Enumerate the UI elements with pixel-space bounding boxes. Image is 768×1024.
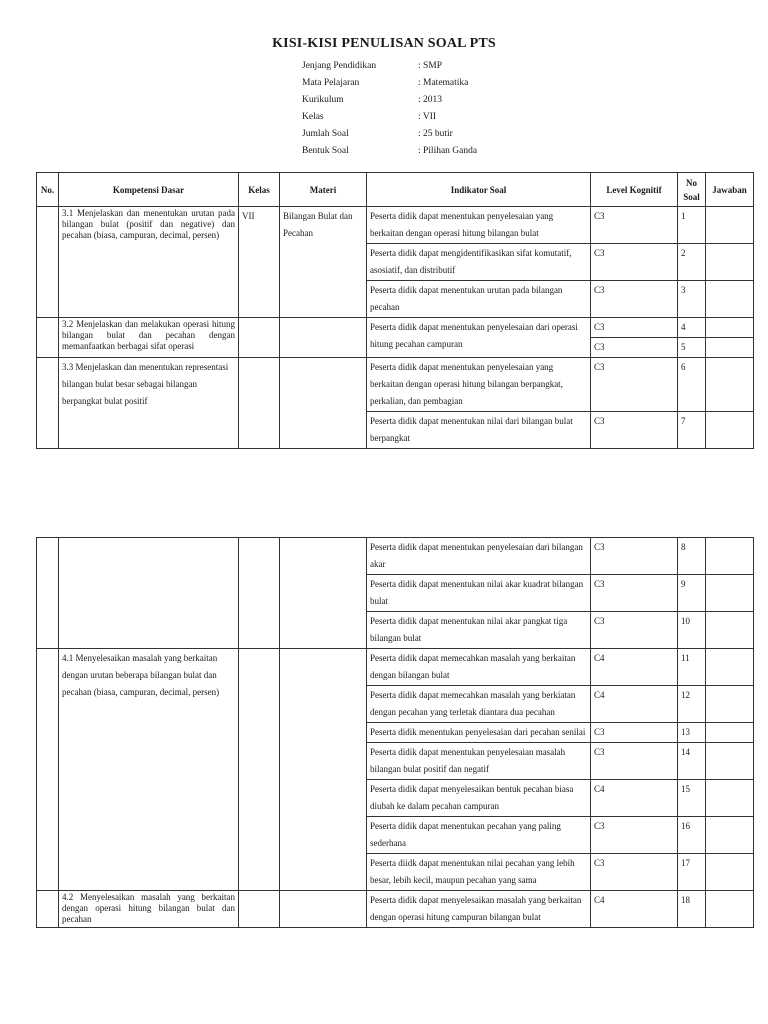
meta-label: Kelas	[302, 112, 324, 122]
cell-jawaban	[706, 318, 754, 338]
cell-no-soal: 4	[678, 318, 706, 338]
cell-no-soal: 1	[678, 207, 706, 244]
cell-indikator: Peserta didik dapat menentukan penyelesaian yang berkaitan dengan operasi hitung bilangan berpangkat, perkalian, dan pembagian	[367, 358, 591, 412]
table-row	[37, 649, 754, 686]
cell-indikator: Peserta didik dapat menentukan penyelesaian dari operasi hitung pecahan campuran	[367, 318, 591, 358]
cell-kompetensi-dasar: 3.3 Menjelaskan dan menentukan representasi bilangan bulat besar sebagai bilangan berpangkat bulat positif	[59, 358, 239, 449]
header-materi: Materi	[280, 173, 367, 207]
cell-no-soal: 5	[678, 338, 706, 358]
document-meta	[302, 58, 578, 160]
meta-label: Jumlah Soal	[302, 129, 349, 139]
cell-jawaban	[706, 854, 754, 891]
table-row	[37, 538, 754, 575]
cell-kelas	[239, 891, 280, 928]
cell-level: C3	[591, 575, 678, 612]
header-no-soal-line2: Soal	[683, 191, 700, 202]
cell-level: C3	[591, 723, 678, 743]
cell-materi	[280, 891, 367, 928]
cell-jawaban	[706, 281, 754, 318]
cell-indikator: Peserta didik dapat menentukan penyelesaian yang berkaitan dengan operasi hitung bilangan bulat	[367, 207, 591, 244]
cell-no-soal: 16	[678, 817, 706, 854]
cell-level: C3	[591, 412, 678, 449]
cell-materi	[280, 358, 367, 449]
cell-materi: Bilangan Bulat dan Pecahan	[280, 207, 367, 318]
cell-level: C3	[591, 612, 678, 649]
cell-jawaban	[706, 743, 754, 780]
cell-kompetensi-dasar: 4.2 Menyelesaikan masalah yang berkaitan dengan operasi hitung bilangan bulat dan pecahan	[59, 891, 239, 928]
cell-no	[37, 358, 59, 449]
cell-jawaban	[706, 891, 754, 928]
header-level-kognitif: Level Kognitif	[591, 173, 678, 207]
cell-kompetensi-dasar: 3.2 Menjelaskan dan melakukan operasi hitung bilangan bulat dan pecahan dengan memanfaatkan berbagai sifat operasi	[59, 318, 239, 358]
cell-kelas	[239, 649, 280, 891]
cell-no	[37, 538, 59, 649]
meta-label: Jenjang Pendidikan	[302, 61, 377, 71]
kisi-kisi-table-page-1	[36, 172, 754, 449]
cell-jawaban	[706, 817, 754, 854]
cell-no-soal: 8	[678, 538, 706, 575]
header-jawaban: Jawaban	[706, 173, 754, 207]
cell-jawaban	[706, 412, 754, 449]
cell-no-soal: 15	[678, 780, 706, 817]
header-no: No.	[37, 173, 59, 207]
cell-indikator: Peserta didik dapat menentukan urutan pada bilangan pecahan	[367, 281, 591, 318]
meta-value: : 2013	[418, 95, 443, 105]
meta-row	[302, 58, 578, 75]
cell-indikator: Peserta didik dapat menentukan nilai dari bilangan bulat berpangkat	[367, 412, 591, 449]
cell-indikator: Peserta didik dapat menentukan pecahan yang paling sederhana	[367, 817, 591, 854]
table-row	[37, 891, 754, 928]
cell-kelas	[239, 358, 280, 449]
cell-no-soal: 6	[678, 358, 706, 412]
meta-value: : VII	[418, 112, 437, 122]
cell-jawaban	[706, 358, 754, 412]
cell-kelas	[239, 538, 280, 649]
cell-jawaban	[706, 649, 754, 686]
meta-value: : Pilihan Ganda	[418, 146, 478, 156]
cell-no	[37, 207, 59, 318]
cell-no-soal: 17	[678, 854, 706, 891]
cell-level: C4	[591, 649, 678, 686]
cell-no-soal: 13	[678, 723, 706, 743]
cell-jawaban	[706, 338, 754, 358]
cell-jawaban	[706, 723, 754, 743]
cell-no-soal: 7	[678, 412, 706, 449]
cell-level: C3	[591, 318, 678, 338]
meta-row	[302, 126, 578, 143]
cell-kelas: VII	[239, 207, 280, 318]
cell-indikator: Peserta didik dapat menentukan nilai akar pangkat tiga bilangan bulat	[367, 612, 591, 649]
cell-no	[37, 891, 59, 928]
cell-level: C4	[591, 891, 678, 928]
cell-no-soal: 12	[678, 686, 706, 723]
table-row	[37, 207, 754, 244]
cell-kompetensi-dasar: 3.1 Menjelaskan dan menentukan urutan pada bilangan bulat (positif dan negative) dan pecahan (biasa, campuran, decimal, persen)	[59, 207, 239, 318]
cell-no-soal: 2	[678, 244, 706, 281]
cell-level: C3	[591, 743, 678, 780]
cell-jawaban	[706, 575, 754, 612]
header-indikator-soal: Indikator Soal	[367, 173, 591, 207]
table-row	[37, 358, 754, 412]
meta-label: Bentuk Soal	[302, 146, 349, 156]
kisi-kisi-table-page-2	[36, 537, 754, 928]
cell-no-soal: 9	[678, 575, 706, 612]
cell-jawaban	[706, 780, 754, 817]
cell-kelas	[239, 318, 280, 358]
cell-no	[37, 649, 59, 891]
header-no-soal	[678, 173, 706, 207]
cell-level: C4	[591, 686, 678, 723]
cell-jawaban	[706, 244, 754, 281]
cell-indikator: Peserta didik dapat mengidentifikasikan sifat komutatif, asosiatif, dan distributif	[367, 244, 591, 281]
meta-label: Mata Pelajaran	[302, 78, 360, 88]
meta-value: : 25 butir	[418, 129, 453, 139]
cell-level: C3	[591, 338, 678, 358]
meta-row	[302, 75, 578, 92]
cell-indikator: Peserta didik dapat memecahkan masalah yang berkaitan dengan bilangan bulat	[367, 649, 591, 686]
cell-level: C3	[591, 538, 678, 575]
meta-value: : Matematika	[418, 78, 469, 88]
cell-no-soal: 10	[678, 612, 706, 649]
cell-no-soal: 14	[678, 743, 706, 780]
cell-level: C3	[591, 207, 678, 244]
cell-kompetensi-dasar	[59, 538, 239, 649]
meta-value: : SMP	[418, 61, 443, 71]
cell-level: C4	[591, 780, 678, 817]
cell-level: C3	[591, 817, 678, 854]
cell-indikator: Peserta didik dapat menyelesaikan bentuk pecahan biasa diubah ke dalam pecahan campuran	[367, 780, 591, 817]
meta-row	[302, 92, 578, 109]
header-kompetensi-dasar: Kompetensi Dasar	[59, 173, 239, 207]
cell-jawaban	[706, 612, 754, 649]
cell-no-soal: 18	[678, 891, 706, 928]
cell-materi	[280, 538, 367, 649]
page-title: KISI-KISI PENULISAN SOAL PTS	[272, 36, 496, 51]
cell-indikator: Peserta didik menentukan penyelesaian dari pecahan senilai	[367, 723, 591, 743]
cell-jawaban	[706, 207, 754, 244]
cell-jawaban	[706, 686, 754, 723]
cell-indikator: Peserta didik dapat menentukan nilai akar kuadrat bilangan bulat	[367, 575, 591, 612]
header-kelas: Kelas	[239, 173, 280, 207]
cell-jawaban	[706, 538, 754, 575]
cell-no	[37, 318, 59, 358]
cell-indikator: Peserta didik dapat menentukan penyelesaian masalah bilangan bulat positif dan negatif	[367, 743, 591, 780]
cell-indikator: Peserta didik dapat menentukan penyelesaian dari bilangan akar	[367, 538, 591, 575]
cell-indikator: Peserta didik dapat menyelesaikan masalah yang berkaitan dengan operasi hitung campuran bilangan bulat	[367, 891, 591, 928]
meta-row	[302, 109, 578, 126]
cell-level: C3	[591, 854, 678, 891]
cell-level: C3	[591, 281, 678, 318]
cell-no-soal: 11	[678, 649, 706, 686]
header-no-soal-line1: No	[686, 177, 697, 188]
cell-kompetensi-dasar: 4.1 Menyelesaikan masalah yang berkaitan dengan urutan beberapa bilangan bulat dan pecahan (biasa, campuran, decimal, persen)	[59, 649, 239, 891]
cell-indikator: Peserta diidk dapat menentukan nilai pecahan yang lebih besar, lebih kecil, maupun pecahan yang sama	[367, 854, 591, 891]
cell-materi	[280, 649, 367, 891]
cell-no-soal: 3	[678, 281, 706, 318]
cell-level: C3	[591, 358, 678, 412]
table-row	[37, 318, 754, 338]
meta-row	[302, 143, 578, 160]
cell-materi	[280, 318, 367, 358]
cell-level: C3	[591, 244, 678, 281]
cell-indikator: Peserta didik dapat memecahkan masalah yang berkiatan dengan pecahan yang terletak diantara dua pecahan	[367, 686, 591, 723]
meta-label: Kurikulum	[302, 95, 344, 105]
